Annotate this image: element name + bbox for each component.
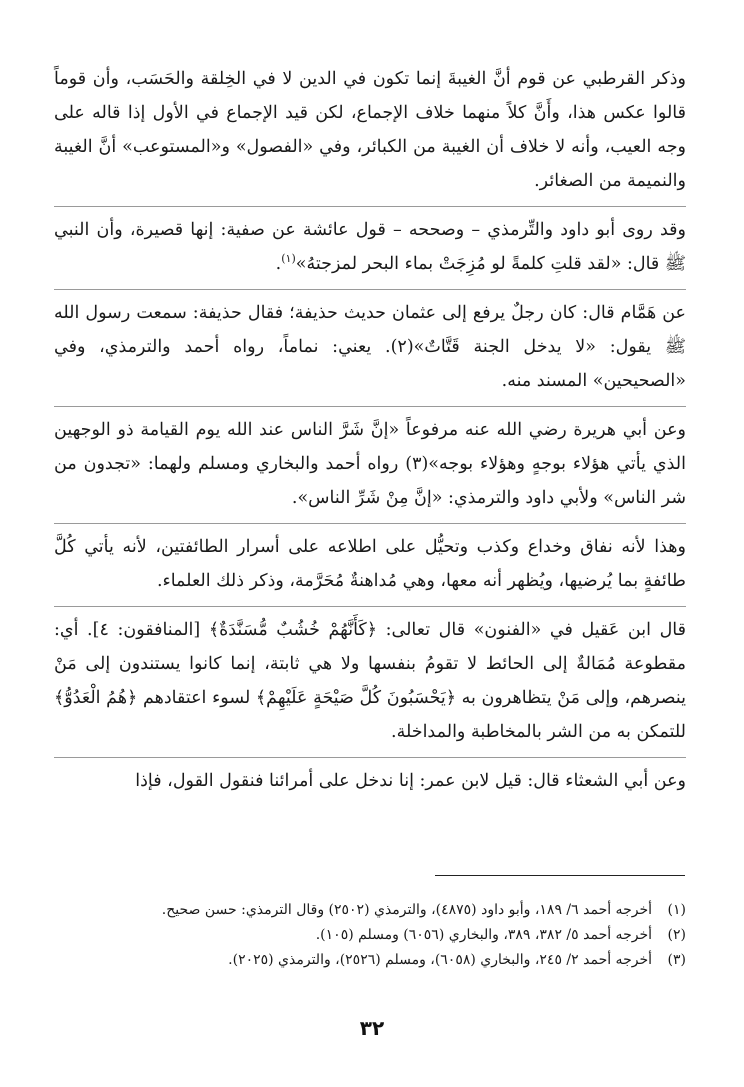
paragraph-text: وقد روى أبو داود والتِّرمذي – وصححه – قول عائشة عن صفية: إنها قصيرة، وأن النبي ﷺ قال: «لقد قلتِ كلمةً لو مُزِجَتْ بماء البحر لمزجتهُ» [54, 220, 686, 274]
footnote-text: أخرجه أحمد ٢/ ٢٤٥، والبخاري (٦٠٥٨)، ومسلم (٢٥٢٦)، والترمذي (٢٠٢٥). [228, 952, 652, 968]
footnote-number: (٣) [667, 952, 686, 968]
paragraph-abu-shatha [54, 764, 686, 806]
paragraph-hammam [54, 296, 686, 407]
footnote-number: (٢) [667, 927, 686, 943]
paragraph-text: عن هَمَّام قال: كان رجلٌ يرفع إلى عثمان حديث حذيفة؛ فقال حذيفة: سمعت رسول الله ﷺ يقول: «لا يدخل الجنة قَتَّاتٌ»(٢). يعني: نماماً، رواه أحمد والترمذي، وفي «الصحيحين» المسند منه. [54, 303, 686, 391]
paragraph-text: وعن أبي الشعثاء قال: قيل لابن عمر: إنا ندخل على أمرائنا فنقول القول، فإذا [135, 771, 686, 791]
paragraph-ibn-aqil [54, 613, 686, 758]
footnote-text: أخرجه أحمد ٦/ ١٨٩، وأبو داود (٤٨٧٥)، والترمذي (٢٥٠٢) وقال الترمذي: حسن صحيح. [161, 902, 652, 918]
paragraph-aisha: وقد روى أبو داود والتِّرمذي – وصححه – قول عائشة عن صفية: إنها قصيرة، وأن النبي ﷺ قال: «لقد قلتِ كلمةً لو مُزِجَتْ بماء البحر لمزجتهُ»$^{(١)}$. [54, 213, 686, 290]
paragraph-nifaq [54, 530, 686, 607]
paragraph-text: وهذا لأنه نفاق وخداع وكذب وتحيُّل على اطلاعه على أسرار الطائفتين، لأنه يأتي كُلَّ طائفةٍ بما يُرضيها، ويُظهر أنه معها، وهي مُداهنةٌ مُحَرَّمة، وذكر ذلك العلماء. [54, 537, 686, 591]
footnote-number: (١) [667, 902, 686, 918]
paragraph-abu-hurayra [54, 413, 686, 524]
footnote-text: أخرجه أحمد ٥/ ٣٨٢، ٣٨٩، والبخاري (٦٠٥٦) ومسلم (١٠٥). [315, 927, 652, 943]
paragraph-text: قال ابن عَقيل في «الفنون» قال تعالى: ﴿كَأَنَّهُمْ خُشُبٌ مُّسَنَّدَةٌ﴾ [المنافقون: ٤]. أي: مقطوعة مُمَالةٌ إلى الحائط لا تقومُ بنفسها ولا هي ثابتة، إنما كانوا يستندون إلى مَنْ ينصرهم، وإلى مَنْ يتظاهرون به ﴿يَحْسَبُونَ كُلَّ صَيْحَةٍ عَلَيْهِمْ﴾ لسوء اعتقادهم ﴿هُمُ الْعَدُوُّ﴾ للتمكن به من الشر بالمخاطبة والمداخلة. [54, 620, 686, 742]
main-text [54, 62, 686, 806]
footnotes [54, 898, 686, 973]
footnote-3 [54, 948, 686, 973]
paragraph-text: وعن أبي هريرة رضي الله عنه مرفوعاً «إنَّ شَرَّ الناس عند الله يوم القيامة ذو الوجهين الذي يأتي هؤلاء بوجهٍ وهؤلاء بوجه»(٣) رواه أحمد والبخاري ومسلم ولهما: «تجدون من شر الناس» ولأبي داود والترمذي: «إنَّ مِنْ شَرِّ الناس». [54, 420, 686, 508]
footnote-1 [54, 898, 686, 923]
paragraph-qurtubi [54, 62, 686, 207]
page-number: ٣٢ [359, 1016, 385, 1040]
footnote-2 [54, 923, 686, 948]
footnote-marker: (١) [281, 252, 296, 266]
footnote-divider [435, 875, 685, 876]
paragraph-text: وذكر القرطبي عن قوم أنَّ الغيبةَ إنما تكون في الدين لا في الخِلقة والحَسَب، وأن قوماً قالوا عكس هذا، وأَنَّ كلاً منهما خلاف الإجماع، لكن قيد الإجماع في الأول إذا قاله على وجه العيب، وأنه لا خلاف أن الغيبة من الكبائر، وفي «الفصول» و«المستوعب» أنَّ الغيبة والنميمة من الصغائر. [54, 69, 686, 191]
